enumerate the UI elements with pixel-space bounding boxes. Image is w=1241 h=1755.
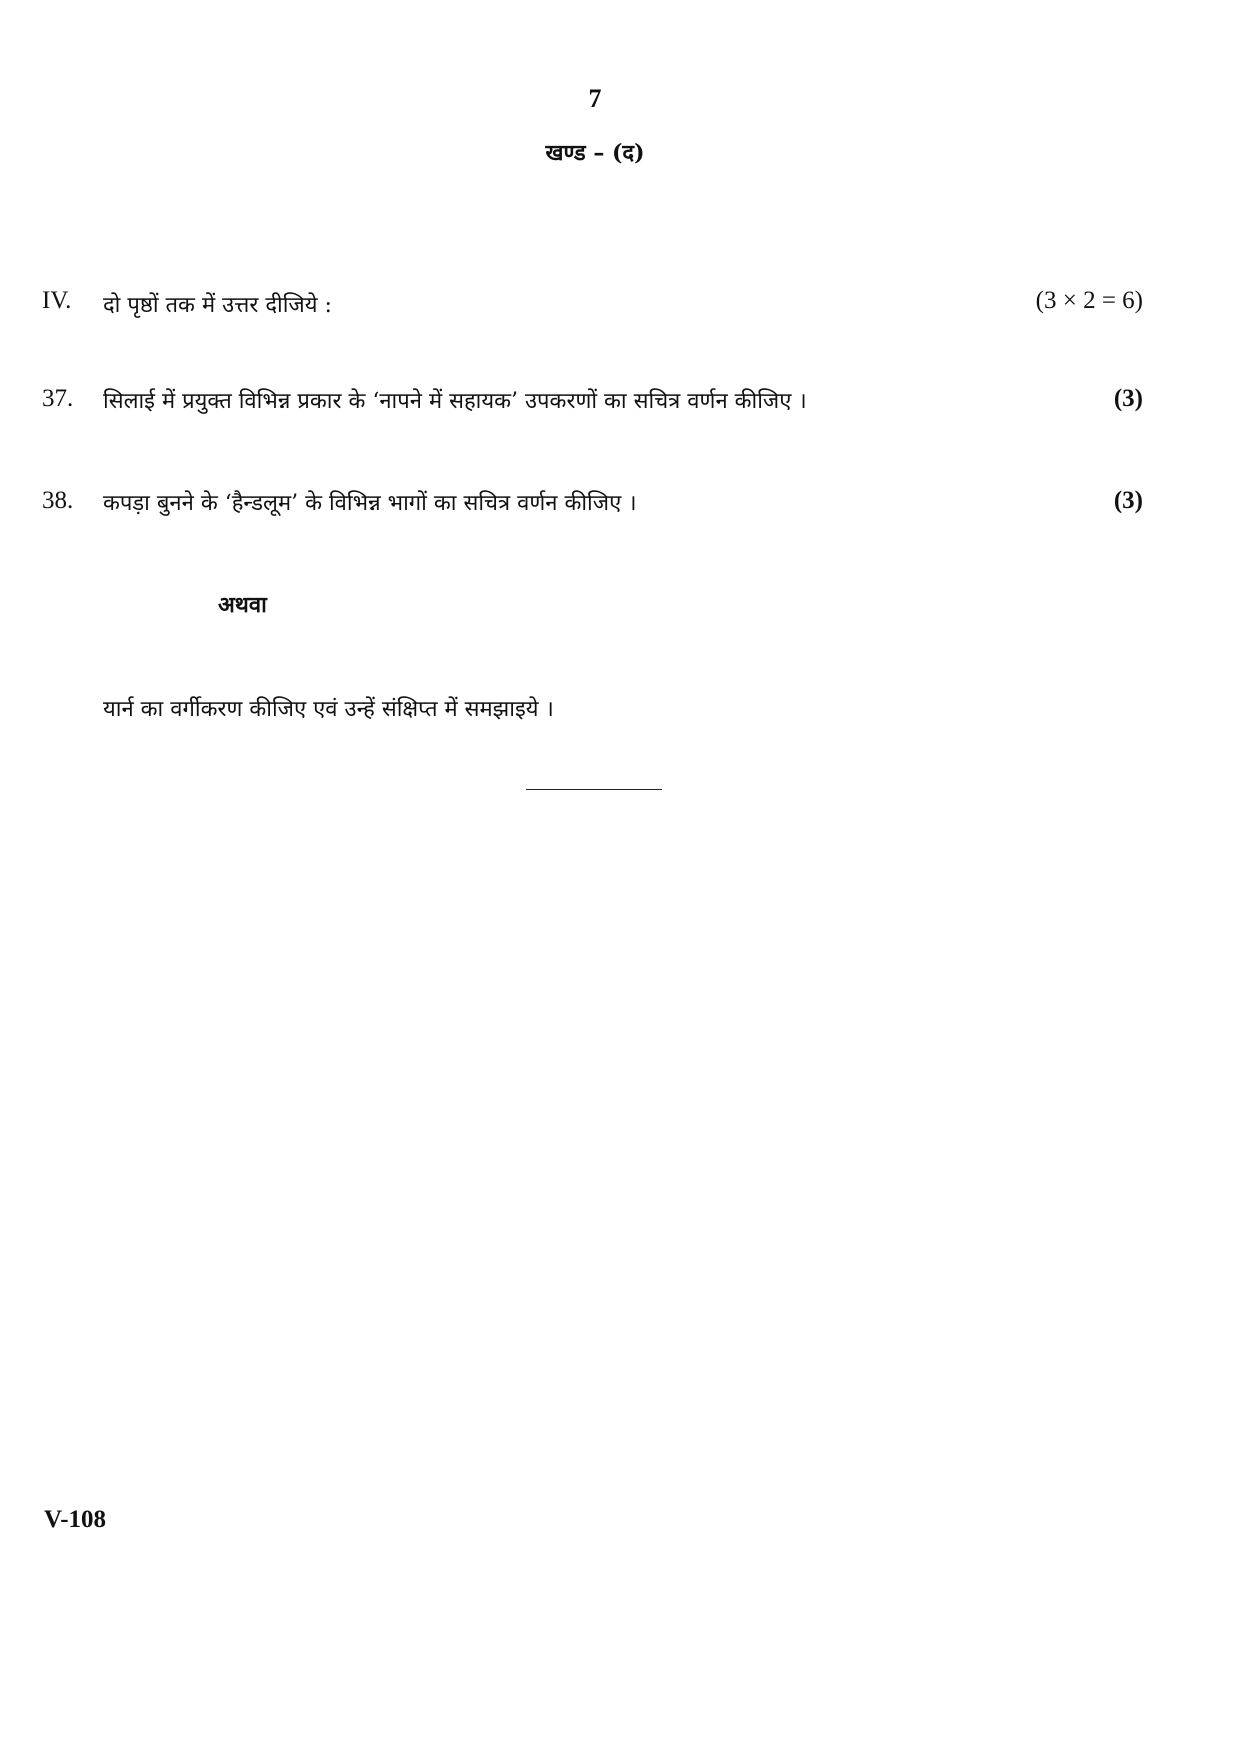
question-number-37: 37. [42, 385, 74, 412]
end-of-section-rule [526, 789, 662, 790]
section-title: खण्ड – (द) [545, 140, 645, 166]
question-number-38: 38. [42, 487, 74, 514]
question-text-37: सिलाई में प्रयुक्त विभिन्न प्रकार के ‘नापने में सहायक’ उपकरणों का सचित्र वर्णन कीजिए । [103, 389, 807, 414]
instruction-text: दो पृष्ठों तक में उत्तर दीजिये : [103, 293, 332, 318]
or-label: अथवा [218, 592, 267, 618]
instruction-marks: (3 × 2 = 6) [1035, 287, 1143, 314]
paper-code: V-108 [44, 1506, 107, 1533]
question-text-38: कपड़ा बुनने के ‘हैन्डलूम’ के विभिन्न भागों का सचित्र वर्णन कीजिए । [103, 491, 637, 516]
instruction-number: IV. [42, 287, 72, 314]
alternative-question-text: यार्न का वर्गीकरण कीजिए एवं उन्हें संक्षिप्त में समझाइये । [103, 697, 554, 722]
page-number: 7 [588, 84, 602, 113]
question-marks-37: (3) [1113, 385, 1143, 412]
question-marks-38: (3) [1113, 487, 1143, 514]
